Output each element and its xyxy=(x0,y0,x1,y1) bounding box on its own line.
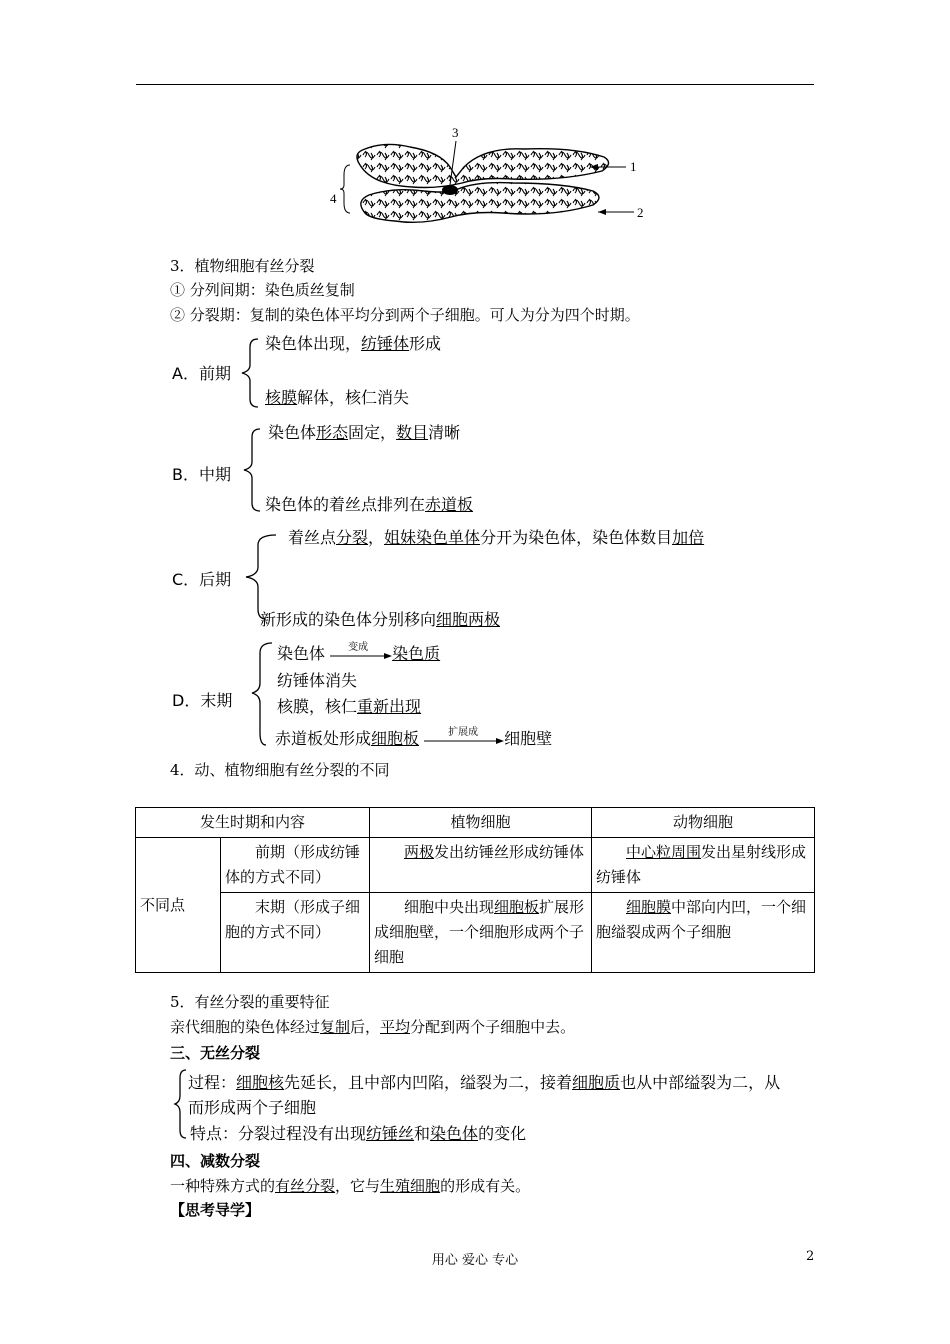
phase-c-line-2: 新形成的染色体分别移向细胞两极 xyxy=(260,610,501,629)
section-5-text: 亲代细胞的染色体经过复制后，平均分配到两个子细胞中去。 xyxy=(170,1018,576,1036)
table-row xyxy=(136,893,815,973)
label-2: 2 xyxy=(637,205,644,220)
phase-a-line-1: 染色体出现，纺锤体形成 xyxy=(265,334,442,353)
plant-telophase-cell: 细胞中央出现细胞板扩展形成细胞壁，一个细胞形成两个子细胞 xyxy=(370,893,592,973)
section-5-title: 5．有丝分裂的重要特征 xyxy=(170,993,330,1011)
interphase-line: ① 分列间期：染色质丝复制 xyxy=(170,281,355,299)
amitosis-process: 过程：细胞核先延长，且中部内凹陷，缢裂为二，接着细胞质也从中部缢裂为二，从 xyxy=(188,1073,781,1092)
animal-prophase-cell: 中心粒周围发出星射线形成纺锤体 xyxy=(592,838,815,893)
think-guide-heading: 【思考导学】 xyxy=(170,1201,261,1219)
comparison-table xyxy=(135,807,815,973)
phase-a-line-2: 核膜解体，核仁消失 xyxy=(265,388,410,407)
arrow-becomes: 变成 xyxy=(330,647,392,663)
chromatid-upper xyxy=(357,144,609,187)
meiosis-title: 四、减数分裂 xyxy=(170,1152,261,1170)
label-4: 4 xyxy=(330,191,337,206)
phase-a-label: A．前期 xyxy=(172,364,231,383)
arrow-extends: 扩展成 xyxy=(424,732,504,748)
phase-b-brace xyxy=(240,426,264,514)
phase-c-label: C．后期 xyxy=(172,570,232,589)
amitosis-brace xyxy=(172,1067,188,1141)
centromere xyxy=(442,185,458,195)
phase-b-line-2: 染色体的着丝点排列在赤道板 xyxy=(265,495,474,514)
phase-d-line-2: 纺锤体消失 xyxy=(277,671,358,690)
amitosis-process-cont: 而形成两个子细胞 xyxy=(188,1098,317,1117)
phase-d-line-4: 赤道板处形成细胞板 扩展成 细胞壁 xyxy=(275,726,553,748)
phase-d-line-3: 核膜，核仁重新出现 xyxy=(277,697,422,716)
phase-b-label: B．中期 xyxy=(172,465,231,484)
phase-d-line-1: 染色体 变成 染色质 xyxy=(277,641,441,663)
section-4-title: 4．动、植物细胞有丝分裂的不同 xyxy=(170,761,390,779)
page-number: 2 xyxy=(806,1249,815,1264)
plant-prophase-cell: 两极发出纺锤丝形成纺锤体 xyxy=(370,838,592,893)
section-3-title: 3．植物细胞有丝分裂 xyxy=(170,257,315,275)
phase-d-brace xyxy=(246,640,276,748)
chromosome-diagram xyxy=(320,125,660,240)
label-3: 3 xyxy=(452,125,459,140)
phase-a-brace xyxy=(238,336,262,410)
footer-text: 用心 爱心 专心 xyxy=(431,1253,519,1268)
header-plant: 植物细胞 xyxy=(370,808,592,838)
meiosis-text: 一种特殊方式的有丝分裂，它与生殖细胞的形成有关。 xyxy=(170,1177,531,1195)
label-1: 1 xyxy=(630,159,637,174)
division-line: ② 分裂期：复制的染色体平均分到两个子细胞。可人为分为四个时期。 xyxy=(170,306,640,324)
header-period: 发生时期和内容 xyxy=(136,808,370,838)
phase-b-line-1: 染色体形态固定，数目清晰 xyxy=(268,423,461,442)
header-rule xyxy=(136,84,814,85)
prophase-cell: 前期（形成纺锤体的方式不同） xyxy=(221,838,370,893)
telophase-cell: 末期（形成子细胞的方式不同） xyxy=(221,893,370,973)
table-row xyxy=(136,838,815,893)
header-animal: 动物细胞 xyxy=(592,808,815,838)
table-header-row xyxy=(136,808,815,838)
animal-telophase-cell: 细胞膜中部向内凹，一个细胞缢裂成两个子细胞 xyxy=(592,893,815,973)
phase-c-line-1: 着丝点分裂，姐妹染色单体分开为染色体，染色体数目加倍 xyxy=(288,528,705,547)
amitosis-title: 三、无丝分裂 xyxy=(170,1044,261,1062)
phase-d-label: D．末期 xyxy=(172,691,233,710)
amitosis-feature: 特点：分裂过程没有出现纺锤丝和染色体的变化 xyxy=(190,1124,527,1143)
chromatid-lower xyxy=(361,183,599,223)
group-cell: 不同点 xyxy=(136,838,221,973)
